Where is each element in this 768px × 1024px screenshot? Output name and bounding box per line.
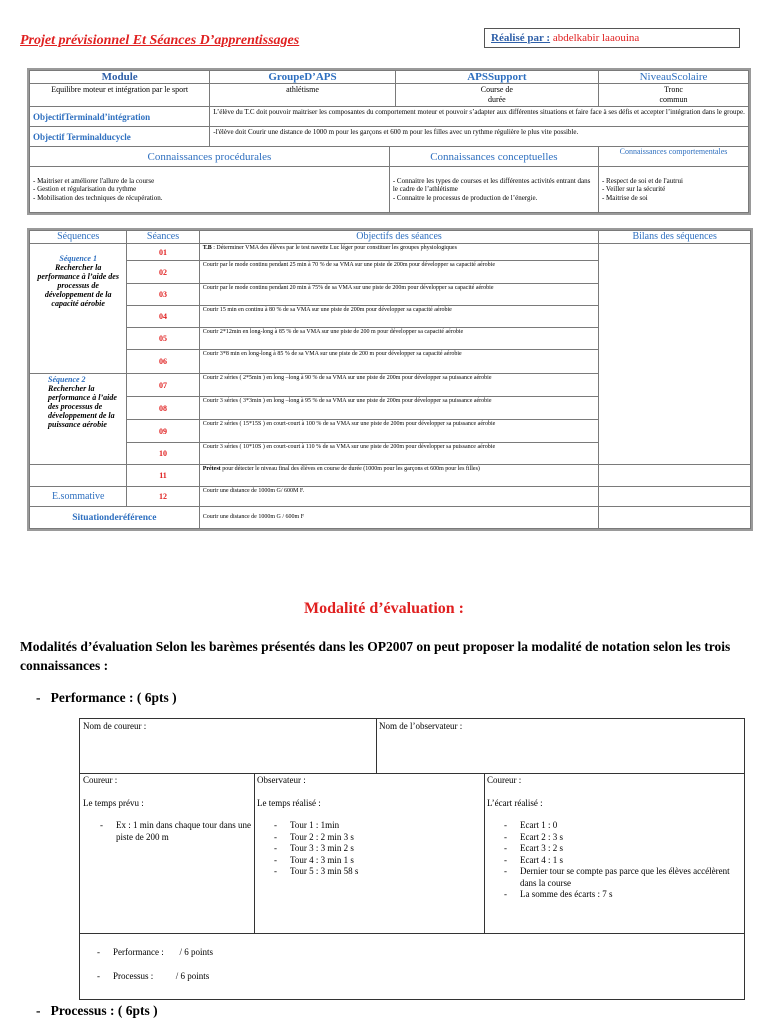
seance-objective: Courir 3*8 min en long-long à 85 % de sa VMA sur une piste de 200 m pour développer sa capacité aérobie bbox=[199, 350, 599, 374]
seance-number: 07 bbox=[127, 374, 199, 397]
obj-integration-text: L’élève du T.C doit pouvoir maitriser les composantes du comportement moteur et pouvoir s’adapter aux différentes situations et faire face à ses défis et accepter l’intégration dans le groupe. bbox=[210, 107, 749, 127]
col3-item: - Dernier tour se compte pas parce que les élèves accélèrent dans la course bbox=[487, 866, 739, 889]
sequence-1-text: Rechercher la performance à l’aide des processus de développement de la capacité aérobie bbox=[37, 263, 119, 308]
proc-header: Connaissances procédurales bbox=[30, 147, 390, 167]
author-box bbox=[484, 28, 740, 48]
col3-list bbox=[487, 820, 739, 901]
sequence-1-title: Séquence 1 bbox=[59, 254, 97, 263]
sequences-table bbox=[27, 228, 753, 531]
seq-header: Séquences bbox=[30, 231, 127, 244]
module-value: Equilibre moteur et intégration par le sport bbox=[30, 84, 210, 107]
score-processus: - Processus : / 6 points bbox=[80, 971, 680, 983]
col2-item: - Tour 4 : 3 min 1 s bbox=[257, 855, 481, 867]
col3-item: - Ecart 2 : 3 s bbox=[487, 832, 739, 844]
seance-objective: Courir 2 séries ( 2*5min ) en long –long à 90 % de sa VMA sur une piste de 200m pour développer sa puissance aérobie bbox=[199, 374, 599, 397]
groupe-header: GroupeD’APS bbox=[210, 71, 396, 84]
col1-sub: Le temps prévu : bbox=[83, 797, 144, 808]
seance-objective: Courir 3 séries ( 3*3min ) en long –long à 95 % de sa VMA sur une piste de 200m pour développer sa puissance aérobie bbox=[199, 397, 599, 420]
seance-number: 03 bbox=[127, 284, 199, 306]
situation-label: Situationderéférence bbox=[30, 507, 200, 529]
seance-objective: Courir 3 séries ( 10*10S ) en court-court à 110 % de sa VMA sur une piste de 200m pour développer sa puissance aérobie bbox=[199, 443, 599, 465]
processus-heading: - Processus : ( 6pts ) bbox=[36, 1003, 158, 1018]
ecart-column bbox=[487, 775, 739, 901]
seq-empty-cell bbox=[30, 465, 127, 487]
sequence-2-title: Séquence 2 bbox=[48, 375, 86, 384]
col3-item: - La somme des écarts : 7 s bbox=[487, 889, 739, 901]
nom-coureur-label: Nom de coureur : bbox=[83, 721, 147, 731]
divider bbox=[484, 773, 485, 933]
col3-item: - Ecart 4 : 1 s bbox=[487, 855, 739, 867]
seance-objective: Courir une distance de 1000m G/ 600M F. bbox=[199, 487, 599, 507]
module-table bbox=[27, 68, 751, 215]
seance-objective bbox=[199, 465, 599, 487]
seance-number: 10 bbox=[127, 443, 199, 465]
proc-text: - Maitriser et améliorer l'allure de la course - Gestion et régularisation du rythme - Mobilisation des techniques de récupération. bbox=[30, 167, 390, 213]
obj-integration-label: ObjectifTerminald’intégration bbox=[30, 107, 210, 127]
obj-cycle-text: -l'élève doit Courir une distance de 1000 m pour les garçons et 600 m pour les filles avec un rythme régulière le plus vite possible. bbox=[210, 127, 749, 147]
comport-header: Connaissances comportementales bbox=[598, 147, 748, 167]
obj-cycle-label: Objectif Terminalducycle bbox=[30, 127, 210, 147]
seance-objective: Courir 2 séries ( 15*15S ) en court-court à 100 % de sa VMA sur une piste de 200m pour développer sa puissance aérobie bbox=[199, 420, 599, 443]
col2-list bbox=[257, 820, 481, 878]
concept-header: Connaissances conceptuelles bbox=[389, 147, 598, 167]
seance-objective: Courir par le mode continu pendant 25 min à 70 % de sa VMA sur une piste de 200m pour développer sa capacité aérobie bbox=[199, 261, 599, 284]
seance-number: 06 bbox=[127, 350, 199, 374]
seance-objective: T.B : Déterminer VMA des élèves par le test navette Luc léger pour constituer les groupes physiologiques bbox=[199, 244, 599, 261]
col1-list bbox=[83, 820, 251, 843]
col3-item: - Ecart 3 : 2 s bbox=[487, 843, 739, 855]
seance-number: 05 bbox=[127, 328, 199, 350]
groupe-value: athlétisme bbox=[210, 84, 396, 107]
divider bbox=[80, 773, 744, 774]
col1-head: Coureur : bbox=[83, 775, 118, 785]
sequence-2-text: Rechercher la performance à l’aide des processus de développement de la puissance aérobie bbox=[48, 384, 117, 429]
seance-number: 11 bbox=[127, 465, 199, 487]
comport-text: - Respect de soi et de l'autrui - Veiller sur la sécurité - Maitrise de soi bbox=[598, 167, 748, 213]
col2-item: - Tour 3 : 3 min 2 s bbox=[257, 843, 481, 855]
sequence-2-cell bbox=[30, 374, 127, 465]
col2-item: - Tour 5 : 3 min 58 s bbox=[257, 866, 481, 878]
score-list bbox=[80, 947, 680, 982]
col2-item: - Tour 2 : 2 min 3 s bbox=[257, 832, 481, 844]
seance-number: 02 bbox=[127, 261, 199, 284]
modalite-paragraph: Modalités d’évaluation Selon les barèmes présentés dans les OP2007 on peut proposer la modalité de notation selon les trois connaissances : bbox=[20, 639, 731, 673]
col3-head: Coureur : bbox=[487, 775, 522, 785]
bilan-empty-cell bbox=[599, 465, 751, 487]
seance-number: 08 bbox=[127, 397, 199, 420]
seance-objective: Courir 2*12min en long-long à 85 % de sa VMA sur une piste de 200 m pour développer sa capacité aérobie bbox=[199, 328, 599, 350]
processus-heading-text: Processus : ( 6pts ) bbox=[50, 1003, 158, 1018]
seance-objective: Courir 15 min en continu à 80 % de sa VMA sur une piste de 200m pour développer sa capacité aérobie bbox=[199, 306, 599, 328]
score-performance: - Performance : / 6 points bbox=[80, 947, 680, 959]
seance-number: 12 bbox=[127, 487, 199, 507]
col2-item: - Tour 1 : 1min bbox=[257, 820, 481, 832]
support-text: Course de durée bbox=[480, 85, 513, 104]
col3-sub: L’écart réalisé : bbox=[487, 797, 543, 808]
observateur-column bbox=[257, 775, 481, 878]
seance-number: 04 bbox=[127, 306, 199, 328]
coureur-column bbox=[83, 775, 251, 843]
pretest-label: Prétest bbox=[202, 466, 221, 472]
col3-item: - Ecart 1 : 0 bbox=[487, 820, 739, 832]
situation-objective: Courir une distance de 1000m G / 600m F bbox=[199, 507, 599, 529]
niveau-text: Tronc commun bbox=[659, 85, 688, 104]
col2-sub: Le temps réalisé : bbox=[257, 797, 321, 808]
evaluation-form bbox=[79, 718, 745, 1000]
seance-number: 09 bbox=[127, 420, 199, 443]
author-label: Réalisé par : bbox=[491, 32, 551, 44]
e-sommative-label: E.sommative bbox=[30, 487, 127, 507]
seance-number: 01 bbox=[127, 244, 199, 261]
bilan-empty-cell bbox=[599, 507, 751, 529]
performance-heading: - Performance : ( 6pts ) bbox=[36, 690, 177, 705]
performance-heading-text: Performance : ( 6pts ) bbox=[50, 690, 177, 705]
modalite-title: Modalité d’évaluation : bbox=[304, 600, 464, 617]
seance-objective: Courir par le mode continu pendant 20 min à 75% de sa VMA sur une piste de 200m pour développer sa capacité aérobie bbox=[199, 284, 599, 306]
support-header: APSSupport bbox=[395, 71, 598, 84]
module-header: Module bbox=[30, 71, 210, 84]
objectifs-header: Objectifs des séances bbox=[199, 231, 599, 244]
col1-item: - Ex : 1 min dans chaque tour dans une piste de 200 m bbox=[83, 820, 251, 843]
concept-text: - Connaitre les types de courses et les différentes activités entrant dans le cadre de l’athlétisme - Connaitre le processus de production de l’énergie. bbox=[389, 167, 598, 213]
author-name: abdelkabir laaouina bbox=[552, 32, 640, 44]
bilan-cell bbox=[599, 244, 751, 465]
seances-header: Séances bbox=[127, 231, 199, 244]
support-value bbox=[395, 84, 598, 107]
divider bbox=[254, 773, 255, 933]
bilan-header: Bilans des séquences bbox=[599, 231, 751, 244]
divider bbox=[376, 719, 377, 773]
nom-observateur-label: Nom de l’observateur : bbox=[379, 721, 463, 731]
col2-head: Observateur : bbox=[257, 775, 306, 785]
page-title: Projet prévisionnel Et Séances D’apprentissages bbox=[20, 33, 300, 48]
pretest-text: pour détecter le niveau final des élèves en course de durée (1000m pour les garçons et 600m pour les filles) bbox=[220, 466, 480, 472]
bilan-empty-cell bbox=[599, 487, 751, 507]
niveau-header: NiveauScolaire bbox=[598, 71, 748, 84]
divider bbox=[80, 933, 744, 934]
niveau-value bbox=[598, 84, 748, 107]
sequence-1-cell bbox=[30, 244, 127, 374]
